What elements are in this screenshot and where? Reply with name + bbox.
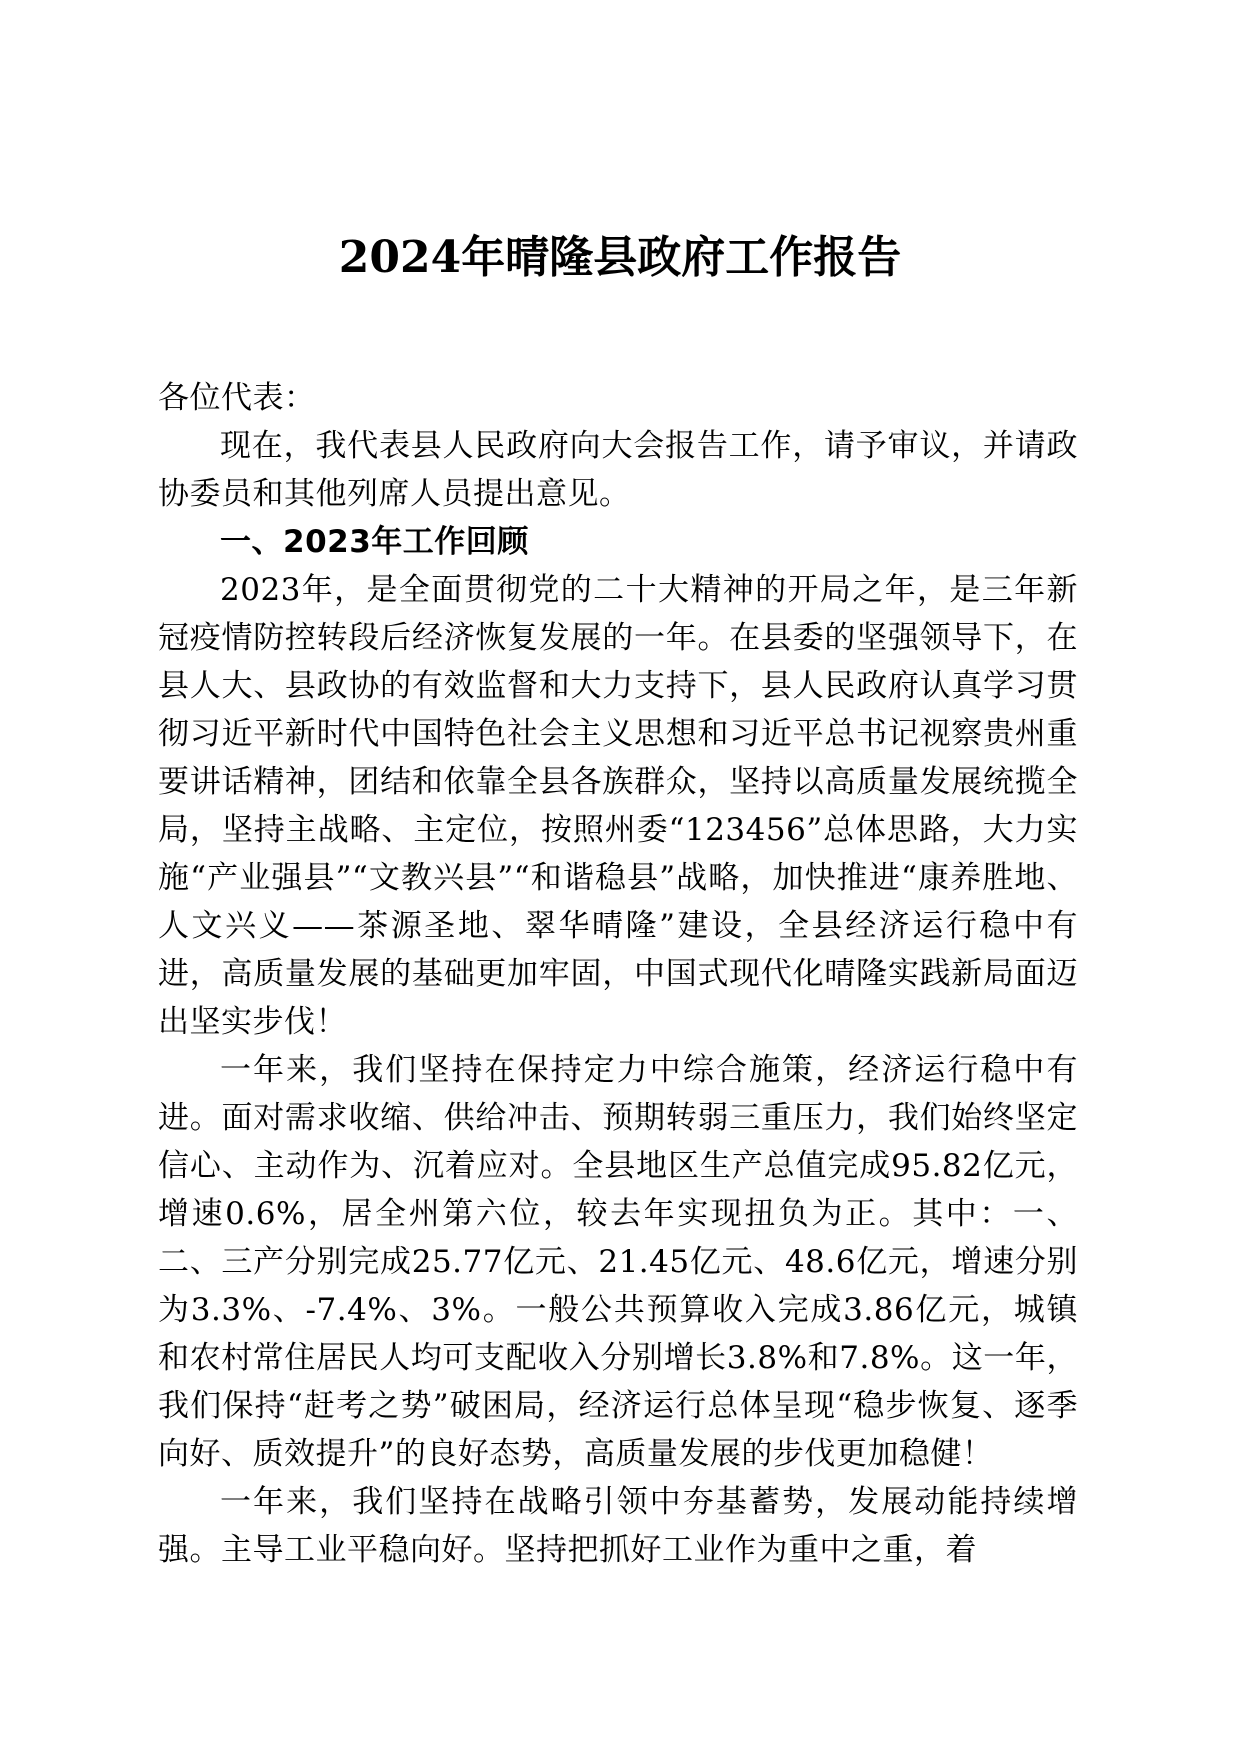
salutation: 各位代表：	[158, 380, 316, 416]
paragraph-economic-performance: 一年来，我们坚持在保持定力中综合施策，经济运行稳中有进。面对需求收缩、供给冲击、预期转弱三重压力，我们始终坚定信心、主动作为、沉着应对。全县地区生产总值完成95.82亿元，增速0.6%，居全州第六位，较去年实现扭负为正。其中：一、二、三产分别完成25.77亿元、21.45亿元、48.6亿元，增速分别为3.3%、-7.4%、3%。一般公共预算收入完成3.86亿元，城镇和农村常住居民人均可支配收入分别增长3.8%和7.8%。这一年，我们保持“赶考之势”破困局，经济运行总体呈现“稳步恢复、逐季向好、质效提升”的良好态势，高质量发展的步伐更加稳健！	[158, 1052, 1078, 1472]
document-body	[158, 374, 1078, 1574]
document-title: 2024年晴隆县政府工作报告	[338, 232, 902, 283]
section-heading-review-2023: 一、2023年工作回顾	[220, 524, 529, 560]
paragraph-strategic-momentum: 一年来，我们坚持在战略引领中夯基蓄势，发展动能持续增强。主导工业平稳向好。坚持把抓好工业作为重中之重，着	[158, 1484, 1078, 1568]
paragraph-overview-2023: 2023年，是全面贯彻党的二十大精神的开局之年，是三年新冠疫情防控转段后经济恢复发展的一年。在县委的坚强领导下，在县人大、县政协的有效监督和大力支持下，县人民政府认真学习贯彻习近平新时代中国特色社会主义思想和习近平总书记视察贵州重要讲话精神，团结和依靠全县各族群众，坚持以高质量发展统揽全局，坚持主战略、主定位，按照州委“123456”总体思路，大力实施“产业强县”“文教兴县”“和谐稳县”战略，加快推进“康养胜地、人文兴义——茶源圣地、翠华晴隆”建设，全县经济运行稳中有进，高质量发展的基础更加牢固，中国式现代化晴隆实践新局面迈出坚实步伐！	[158, 572, 1078, 1040]
opening-paragraph: 现在，我代表县人民政府向大会报告工作，请予审议，并请政协委员和其他列席人员提出意见。	[158, 428, 1078, 512]
